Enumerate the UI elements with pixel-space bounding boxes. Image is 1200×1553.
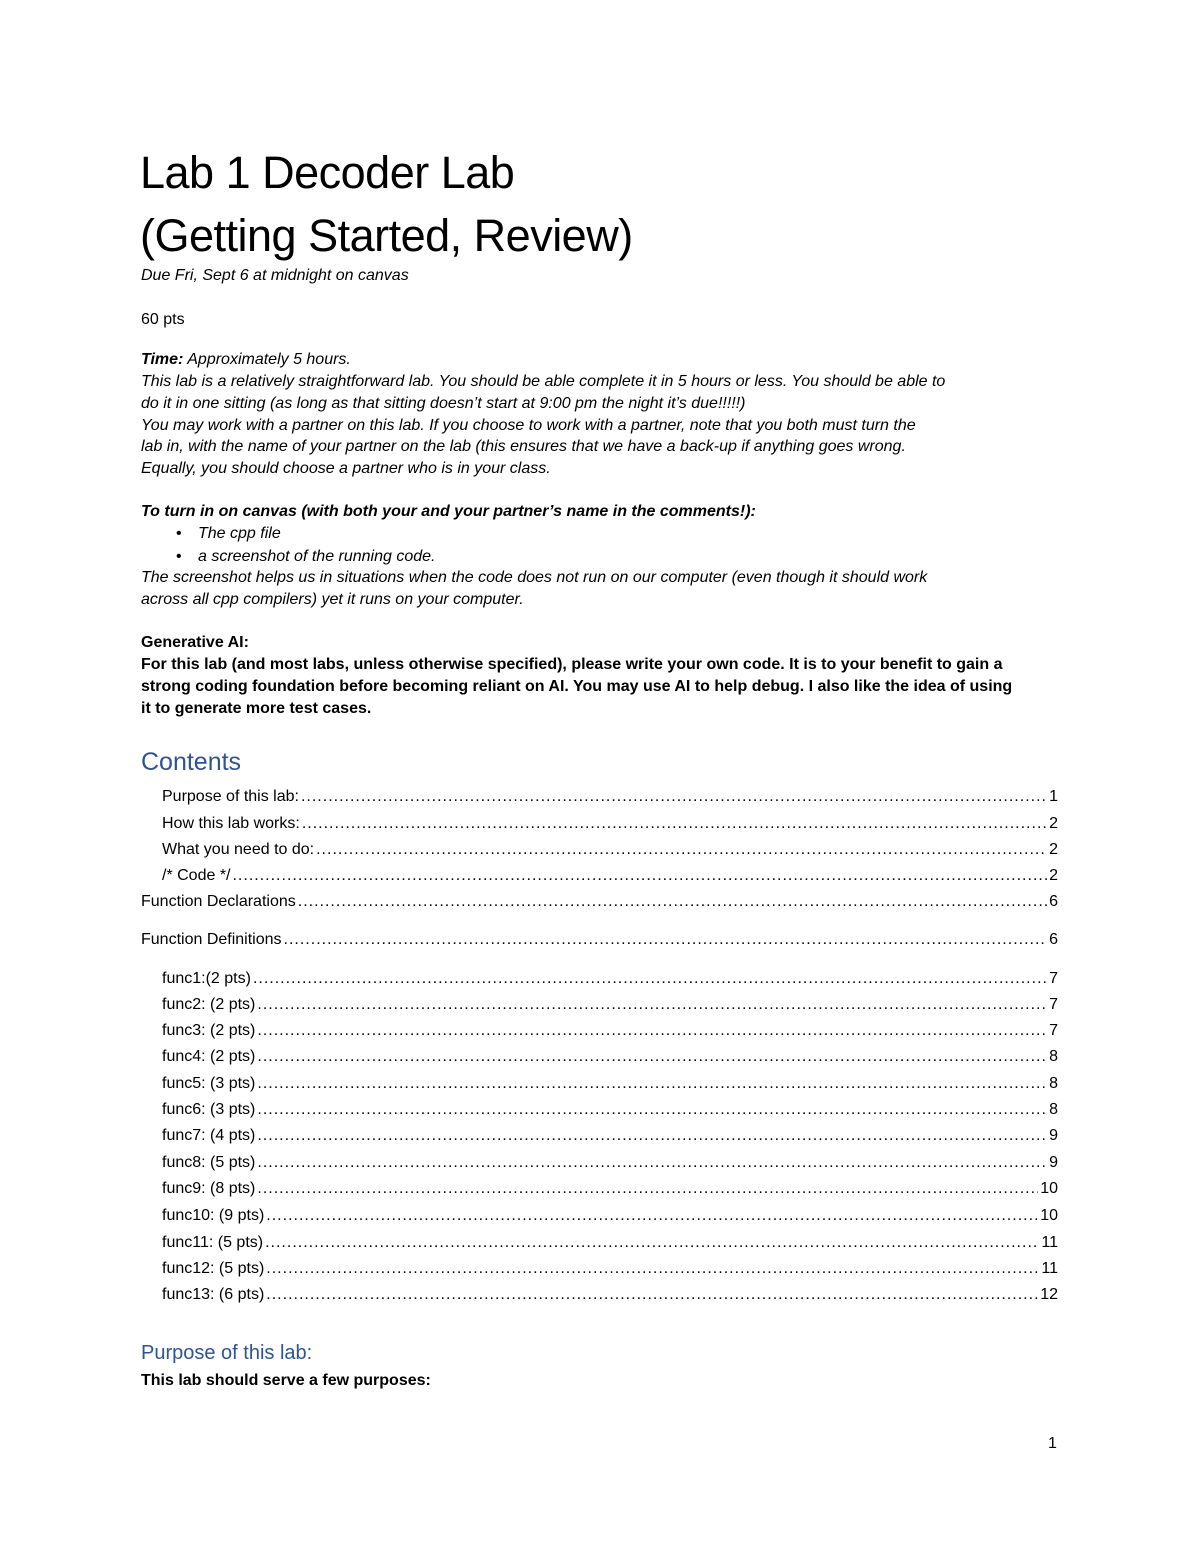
toc-entry[interactable] (162, 1125, 1058, 1147)
bullet-icon: • (176, 548, 182, 565)
purpose-text: This lab should serve a few purposes: (141, 1372, 431, 1389)
toc-entry[interactable] (162, 1258, 1058, 1280)
toc-leader (232, 865, 1047, 887)
toc-entry[interactable] (162, 839, 1058, 861)
toc-leader (257, 1020, 1047, 1042)
toc-label: How this lab works: (162, 815, 300, 832)
toc-entry[interactable] (162, 865, 1058, 887)
toc-leader (257, 1073, 1047, 1095)
intro-line: You may work with a partner on this lab. If you choose to work with a partner, note that you both must turn the (141, 417, 916, 434)
toc-label: func7: (4 pts) (162, 1127, 256, 1144)
time-label: Time: (141, 351, 184, 368)
toc-label: func1:(2 pts) (162, 970, 251, 987)
toc-label: func6: (3 pts) (162, 1101, 256, 1118)
toc-page: 10 (1040, 1207, 1058, 1224)
intro-line: Equally, you should choose a partner who is in your class. (141, 460, 551, 477)
toc-leader (257, 1099, 1047, 1121)
toc-label: Function Definitions (141, 931, 282, 948)
toc-label: /* Code */ (162, 867, 231, 884)
toc-page: 7 (1049, 970, 1058, 987)
toc-label: func3: (2 pts) (162, 1022, 256, 1039)
toc-label: func4: (2 pts) (162, 1048, 256, 1065)
toc-entry[interactable] (141, 929, 1058, 951)
intro-line: This lab is a relatively straightforward lab. You should be able complete it in 5 hours or less. You should be able to (141, 373, 946, 390)
toc-page: 6 (1049, 893, 1058, 910)
toc-entry[interactable] (162, 1152, 1058, 1174)
toc-label: func11: (5 pts) (162, 1234, 264, 1251)
toc-page: 11 (1041, 1260, 1058, 1277)
toc-page: 10 (1040, 1180, 1058, 1197)
purpose-heading: Purpose of this lab: (141, 1342, 313, 1364)
gen-ai-line: strong coding foundation before becoming reliant on AI. You may use AI to help debug. I also like the idea of using (141, 678, 1013, 695)
toc-label: What you need to do: (162, 841, 315, 858)
toc-entry[interactable] (162, 1046, 1058, 1068)
gen-ai-line: it to generate more test cases. (141, 700, 372, 717)
toc-leader (257, 994, 1047, 1016)
toc-entry[interactable] (162, 786, 1058, 808)
toc-page: 11 (1041, 1234, 1058, 1251)
toc-label: Function Declarations (141, 893, 296, 910)
toc-label: Purpose of this lab: (162, 788, 299, 805)
turn-in-item (176, 546, 436, 568)
toc-label: func9: (8 pts) (162, 1180, 256, 1197)
toc-entry[interactable] (162, 1205, 1058, 1227)
contents-heading: Contents (141, 748, 242, 776)
toc-leader (298, 891, 1047, 913)
toc-page: 8 (1049, 1048, 1058, 1065)
turn-in-note: across all cpp compilers) yet it runs on your computer. (141, 591, 524, 608)
gen-ai-line: For this lab (and most labs, unless otherwise specified), please write your own code. It is to your benefit to gain a (141, 656, 1003, 673)
toc-entry[interactable] (162, 1099, 1058, 1121)
time-line (141, 349, 351, 371)
toc-page: 2 (1049, 815, 1058, 832)
toc-leader (301, 786, 1047, 808)
toc-leader (257, 1125, 1047, 1147)
toc-leader (266, 1205, 1038, 1227)
toc-page: 7 (1049, 1022, 1058, 1039)
toc-leader (257, 1178, 1038, 1200)
toc-entry[interactable] (162, 968, 1058, 990)
toc-label: func2: (2 pts) (162, 996, 256, 1013)
toc-leader (266, 1284, 1038, 1306)
toc-entry[interactable] (162, 994, 1058, 1016)
toc-page: 2 (1049, 841, 1058, 858)
toc-entry[interactable] (162, 1073, 1058, 1095)
intro-line: lab in, with the name of your partner on the lab (this ensures that we have a back-up if anything goes wrong. (141, 438, 906, 455)
toc-entry[interactable] (162, 813, 1058, 835)
toc-leader (257, 1152, 1047, 1174)
toc-entry[interactable] (162, 1284, 1058, 1306)
toc-leader (253, 968, 1047, 990)
due-date: Due Fri, Sept 6 at midnight on canvas (141, 267, 409, 284)
toc-label: func5: (3 pts) (162, 1075, 256, 1092)
title-line-1: Lab 1 Decoder Lab (140, 147, 515, 198)
page-number: 1 (1048, 1435, 1057, 1452)
toc-leader (266, 1258, 1039, 1280)
toc-page: 8 (1049, 1075, 1058, 1092)
toc-entry[interactable] (141, 891, 1058, 913)
toc-page: 1 (1049, 788, 1058, 805)
turn-in-note: The screenshot helps us in situations when the code does not run on our computer (even though it should work (141, 569, 928, 586)
toc-label: func10: (9 pts) (162, 1207, 265, 1224)
toc-page: 6 (1049, 931, 1058, 948)
toc-page: 2 (1049, 867, 1058, 884)
bullet-icon: • (176, 525, 182, 542)
points: 60 pts (141, 311, 185, 328)
toc-leader (265, 1232, 1039, 1254)
toc-page: 12 (1040, 1286, 1058, 1303)
intro-line: do it in one sitting (as long as that sitting doesn’t start at 9:00 pm the night it’s due!!!!!) (141, 395, 746, 412)
title-line-2: (Getting Started, Review) (140, 210, 633, 261)
toc-page: 9 (1049, 1127, 1058, 1144)
toc-leader (284, 929, 1048, 951)
toc-leader (257, 1046, 1047, 1068)
toc-leader (316, 839, 1047, 861)
toc-label: func8: (5 pts) (162, 1154, 256, 1171)
toc-label: func13: (6 pts) (162, 1286, 265, 1303)
toc-page: 7 (1049, 996, 1058, 1013)
gen-ai-heading: Generative AI: (141, 634, 249, 651)
toc-leader (302, 813, 1047, 835)
toc-entry[interactable] (162, 1178, 1058, 1200)
turn-in-heading: To turn in on canvas (with both your and your partner’s name in the comments!): (141, 503, 756, 520)
toc-entry[interactable] (162, 1232, 1058, 1254)
toc-page: 8 (1049, 1101, 1058, 1118)
toc-label: func12: (5 pts) (162, 1260, 265, 1277)
turn-in-item-text: The cpp file (198, 525, 281, 542)
turn-in-item (176, 523, 281, 545)
time-value: Approximately 5 hours. (183, 351, 351, 368)
turn-in-item-text: a screenshot of the running code. (198, 548, 436, 565)
toc-entry[interactable] (162, 1020, 1058, 1042)
toc-page: 9 (1049, 1154, 1058, 1171)
